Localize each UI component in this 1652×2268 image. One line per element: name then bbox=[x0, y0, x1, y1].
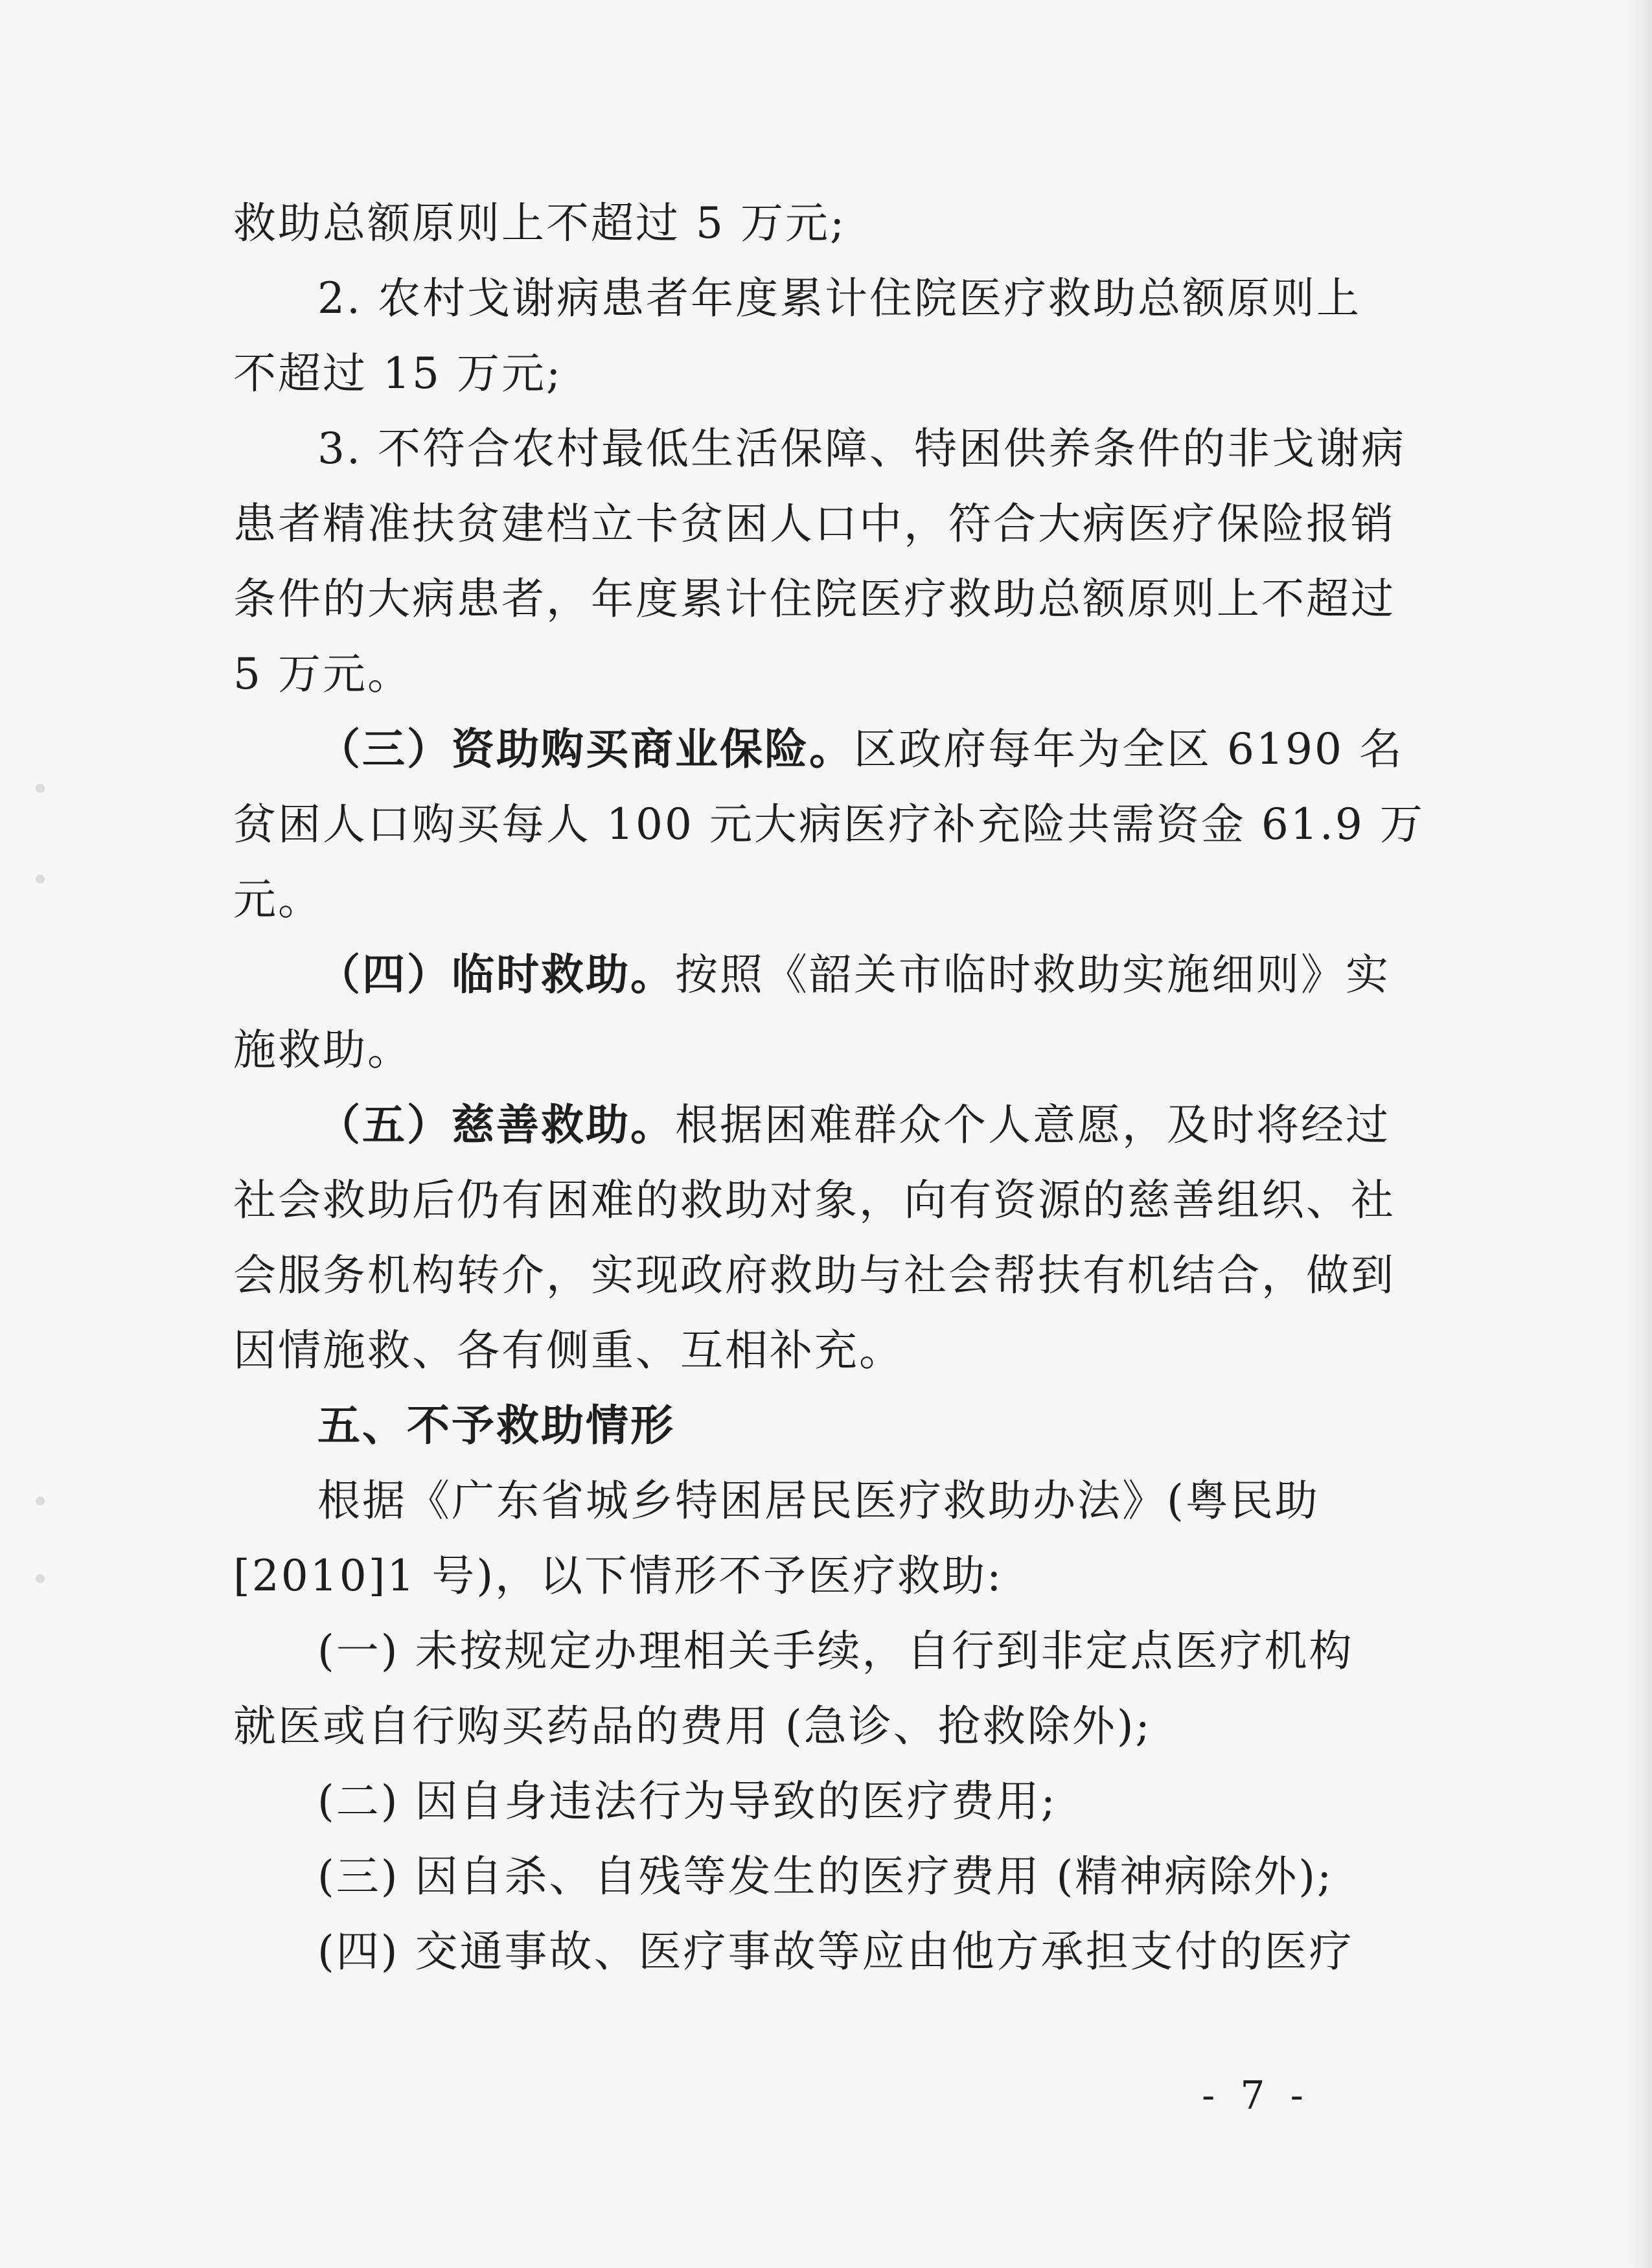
body-line: 元。 bbox=[233, 875, 323, 924]
body-line: 社会救助后仍有困难的救助对象，向有资源的慈善组织、社 bbox=[233, 1175, 1395, 1225]
body-line: 施救助。 bbox=[233, 1025, 412, 1075]
body-line: (一) 未按规定办理相关手续，自行到非定点医疗机构 bbox=[317, 1626, 1354, 1676]
body-line: 根据《广东省城乡特困居民医疗救助办法》(粤民助 bbox=[317, 1476, 1320, 1526]
body-line: 3. 不符合农村最低生活保障、特困供养条件的非戈谢病 bbox=[317, 424, 1406, 474]
body-line: (二) 因自身违法行为导致的医疗费用; bbox=[317, 1776, 1057, 1826]
body-line: 会服务机构转介，实现政府救助与社会帮扶有机结合，做到 bbox=[233, 1250, 1395, 1300]
body-line: 就医或自行购买药品的费用 (急诊、抢救除外); bbox=[233, 1701, 1152, 1751]
body-line: （五）慈善救助。根据困难群众个人意愿，及时将经过 bbox=[317, 1100, 1390, 1150]
body-line: 条件的大病患者，年度累计住院医疗救助总额原则上不超过 bbox=[233, 574, 1395, 624]
body-line bbox=[317, 1393, 675, 1458]
body-line: [2010]1 号)，以下情形不予医疗救助: bbox=[233, 1551, 1004, 1601]
punch-hole-mark bbox=[36, 1496, 45, 1506]
body-line: 救助总额原则上不超过 5 万元; bbox=[233, 198, 847, 248]
page-number: - 7 - bbox=[1202, 2073, 1310, 2118]
body-line: 不超过 15 万元; bbox=[233, 349, 563, 398]
page-edge-shadow bbox=[1626, 0, 1652, 2268]
punch-hole-mark bbox=[36, 875, 45, 884]
section-heading: 五、不予救助情形 bbox=[317, 1401, 675, 1450]
punch-hole-mark bbox=[36, 1574, 45, 1583]
body-line: 贫困人口购买每人 100 元大病医疗补充险共需资金 61.9 万 bbox=[233, 799, 1425, 849]
body-line: 2. 农村戈谢病患者年度累计住院医疗救助总额原则上 bbox=[317, 273, 1361, 323]
body-line: （四）临时救助。按照《韶关市临时救助实施细则》实 bbox=[317, 950, 1390, 1000]
body-line: 患者精准扶贫建档立卡贫困人口中，符合大病医疗保险报销 bbox=[233, 499, 1395, 549]
section-heading: （三）资助购买商业保险。 bbox=[317, 724, 854, 774]
body-line: 因情施救、各有侧重、互相补充。 bbox=[233, 1325, 904, 1375]
body-line: (四) 交通事故、医疗事故等应由他方承担支付的医疗 bbox=[317, 1927, 1354, 1976]
section-heading: （四）临时救助。 bbox=[317, 950, 675, 1000]
section-heading: （五）慈善救助。 bbox=[317, 1100, 675, 1150]
body-line: (三) 因自杀、自残等发生的医疗费用 (精神病除外); bbox=[317, 1851, 1334, 1901]
body-line: （三）资助购买商业保险。区政府每年为全区 6190 名 bbox=[317, 724, 1404, 774]
body-line: 5 万元。 bbox=[233, 649, 412, 699]
punch-hole-mark bbox=[36, 784, 45, 793]
